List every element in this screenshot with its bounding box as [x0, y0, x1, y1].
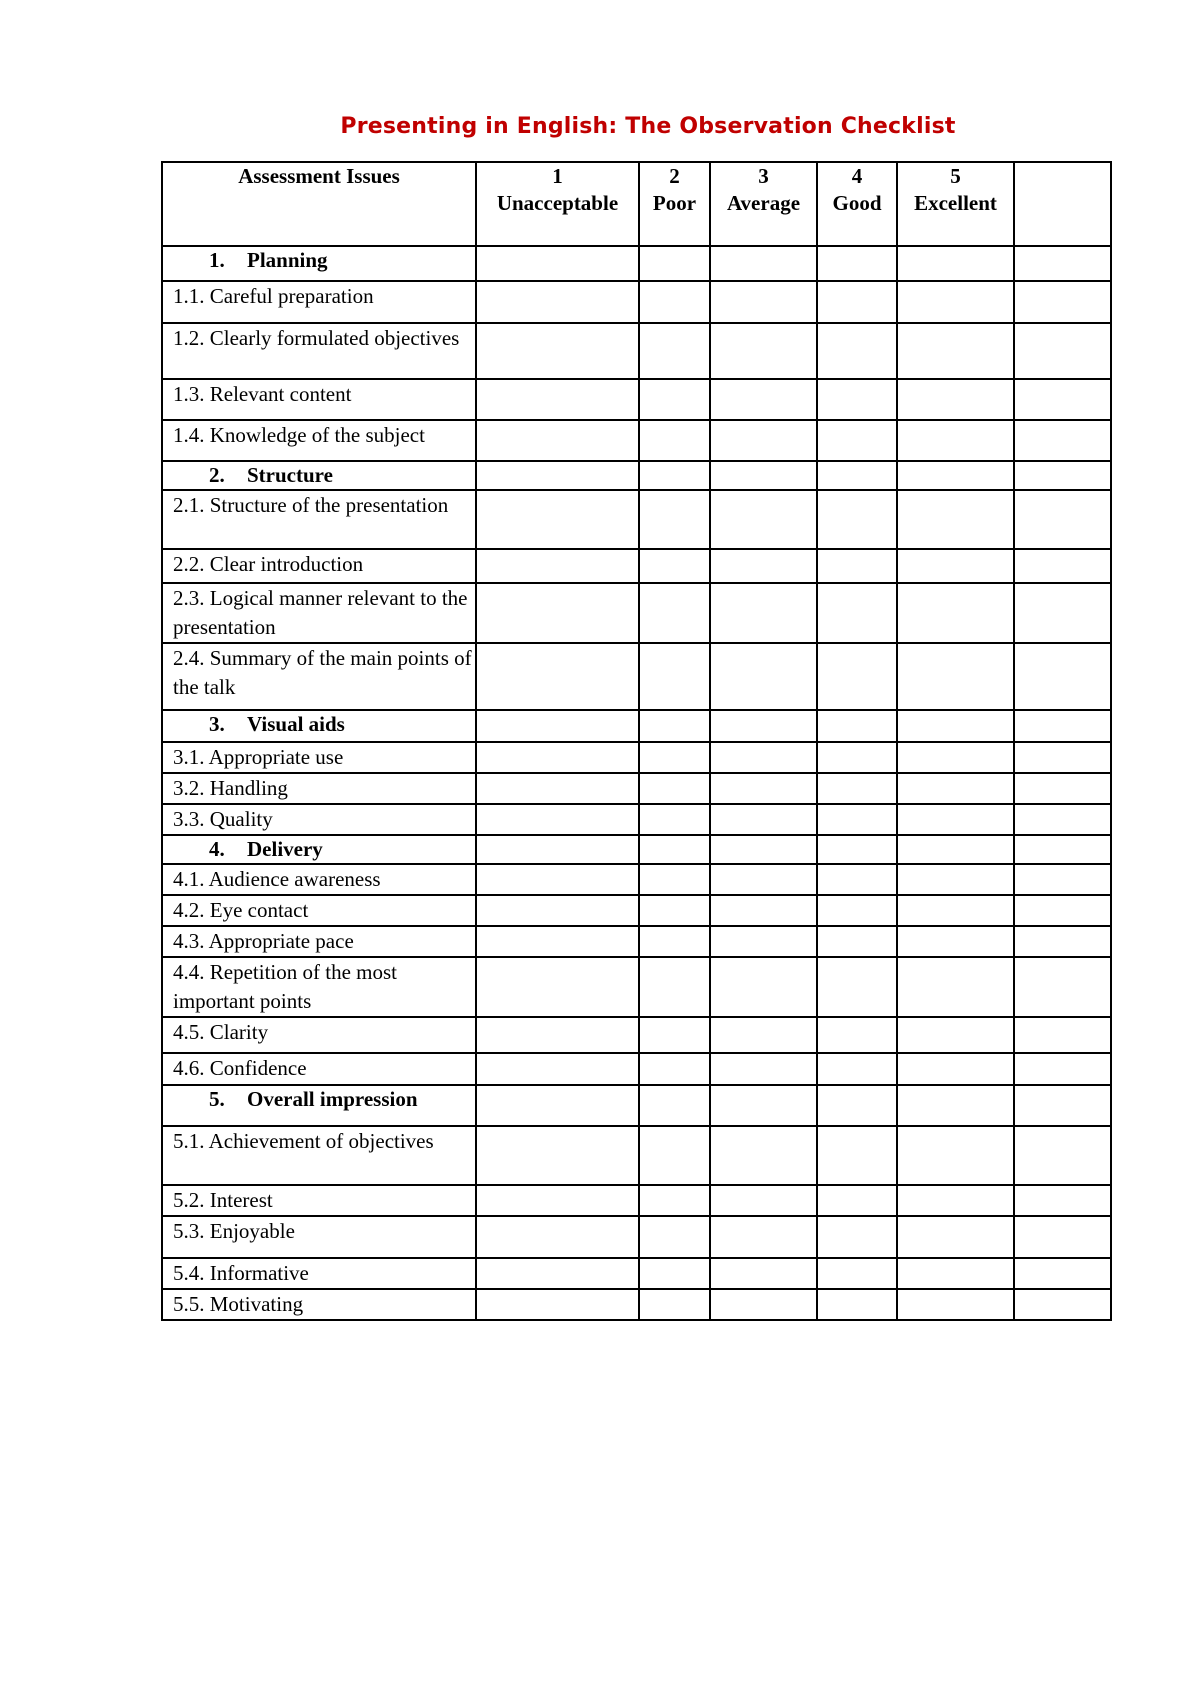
rating-cell-1: [476, 710, 639, 742]
section-heading: [162, 461, 476, 490]
table-row: [162, 1258, 1111, 1289]
header-assessment-issues: Assessment Issues: [162, 162, 476, 246]
rating-cell-2: [639, 490, 710, 549]
rating-cell-5: [897, 957, 1014, 1017]
rating-cell-2: [639, 773, 710, 804]
rating-cell-4: [817, 710, 897, 742]
table-row: [162, 549, 1111, 583]
section-row: [162, 710, 1111, 742]
rating-cell-2: [639, 742, 710, 773]
rating-cell-4: [817, 246, 897, 281]
extra-cell: [1014, 804, 1111, 835]
rating-cell-3: [710, 895, 817, 926]
rating-cell-5: [897, 710, 1014, 742]
section-title: Planning: [247, 248, 328, 272]
rating-cell-1: [476, 1085, 639, 1126]
rating-cell-1: [476, 420, 639, 461]
assessment-item: 5.3. Enjoyable: [162, 1216, 476, 1258]
rating-cell-1: [476, 773, 639, 804]
rating-cell-5: [897, 281, 1014, 323]
extra-cell: [1014, 549, 1111, 583]
rating-cell-4: [817, 549, 897, 583]
table-row: [162, 957, 1111, 1017]
rating-cell-1: [476, 1185, 639, 1216]
table-row: [162, 895, 1111, 926]
rating-number: 1: [552, 164, 563, 188]
extra-cell: [1014, 1126, 1111, 1185]
table-row: [162, 864, 1111, 895]
rating-cell-2: [639, 583, 710, 643]
rating-cell-3: [710, 1053, 817, 1085]
section-heading: [162, 710, 476, 742]
rating-cell-1: [476, 835, 639, 864]
rating-cell-4: [817, 379, 897, 420]
rating-cell-1: [476, 1258, 639, 1289]
extra-cell: [1014, 926, 1111, 957]
rating-cell-5: [897, 420, 1014, 461]
extra-cell: [1014, 1185, 1111, 1216]
table-row: [162, 742, 1111, 773]
assessment-item: 1.3. Relevant content: [162, 379, 476, 420]
table-row: [162, 1017, 1111, 1053]
rating-cell-3: [710, 323, 817, 379]
rating-cell-3: [710, 1258, 817, 1289]
assessment-item: 2.4. Summary of the main points of the talk: [162, 643, 476, 710]
rating-cell-5: [897, 549, 1014, 583]
table-row: [162, 926, 1111, 957]
rating-cell-3: [710, 1126, 817, 1185]
rating-cell-2: [639, 1017, 710, 1053]
header-rating-2: [639, 162, 710, 246]
header-rating-5: [897, 162, 1014, 246]
rating-cell-5: [897, 895, 1014, 926]
rating-cell-4: [817, 864, 897, 895]
rating-cell-3: [710, 742, 817, 773]
rating-cell-3: [710, 804, 817, 835]
rating-cell-4: [817, 895, 897, 926]
rating-cell-3: [710, 549, 817, 583]
rating-number: 4: [851, 164, 863, 188]
rating-cell-1: [476, 643, 639, 710]
rating-cell-5: [897, 773, 1014, 804]
rating-cell-1: [476, 1126, 639, 1185]
extra-cell: [1014, 420, 1111, 461]
rating-cell-4: [817, 490, 897, 549]
rating-cell-2: [639, 549, 710, 583]
rating-cell-3: [710, 583, 817, 643]
rating-cell-4: [817, 1126, 897, 1185]
table-row: [162, 1216, 1111, 1258]
assessment-item: 4.5. Clarity: [162, 1017, 476, 1053]
assessment-item: 4.6. Confidence: [162, 1053, 476, 1085]
assessment-item: 5.4. Informative: [162, 1258, 476, 1289]
rating-cell-4: [817, 957, 897, 1017]
rating-cell-3: [710, 490, 817, 549]
assessment-item: 3.3. Quality: [162, 804, 476, 835]
rating-cell-2: [639, 379, 710, 420]
extra-cell: [1014, 742, 1111, 773]
section-title: Visual aids: [247, 712, 345, 736]
table-row: [162, 323, 1111, 379]
extra-cell: [1014, 957, 1111, 1017]
section-number: 5.: [209, 1087, 225, 1111]
rating-cell-1: [476, 323, 639, 379]
assessment-item: 4.2. Eye contact: [162, 895, 476, 926]
extra-cell: [1014, 583, 1111, 643]
table-row: [162, 379, 1111, 420]
rating-label: Average: [726, 191, 801, 215]
header-rating-4: [817, 162, 897, 246]
rating-cell-3: [710, 710, 817, 742]
table-row: [162, 1126, 1111, 1185]
rating-cell-4: [817, 773, 897, 804]
header-row: [162, 162, 1111, 246]
table-row: [162, 773, 1111, 804]
rating-cell-3: [710, 1085, 817, 1126]
section-title: Overall impression: [247, 1087, 418, 1111]
table-row: [162, 281, 1111, 323]
extra-cell: [1014, 643, 1111, 710]
section-number: 1.: [209, 248, 225, 272]
rating-cell-5: [897, 804, 1014, 835]
extra-cell: [1014, 379, 1111, 420]
rating-cell-4: [817, 323, 897, 379]
rating-cell-3: [710, 420, 817, 461]
rating-cell-2: [639, 420, 710, 461]
rating-cell-5: [897, 1216, 1014, 1258]
extra-cell: [1014, 1053, 1111, 1085]
rating-number: 5: [950, 164, 961, 188]
extra-cell: [1014, 461, 1111, 490]
rating-cell-4: [817, 742, 897, 773]
table-row: [162, 1053, 1111, 1085]
assessment-item: 5.5. Motivating: [162, 1289, 476, 1320]
rating-cell-5: [897, 1017, 1014, 1053]
rating-cell-4: [817, 1085, 897, 1126]
rating-cell-5: [897, 379, 1014, 420]
section-row: [162, 246, 1111, 281]
extra-cell: [1014, 835, 1111, 864]
rating-cell-2: [639, 323, 710, 379]
rating-cell-5: [897, 926, 1014, 957]
rating-cell-1: [476, 379, 639, 420]
rating-cell-3: [710, 461, 817, 490]
assessment-item: 5.2. Interest: [162, 1185, 476, 1216]
rating-cell-5: [897, 1185, 1014, 1216]
rating-cell-4: [817, 835, 897, 864]
rating-cell-1: [476, 583, 639, 643]
table-row: [162, 1185, 1111, 1216]
rating-cell-2: [639, 1085, 710, 1126]
rating-number: 2: [669, 164, 680, 188]
rating-cell-1: [476, 1053, 639, 1085]
rating-cell-2: [639, 895, 710, 926]
rating-number: 3: [758, 164, 769, 188]
rating-cell-2: [639, 1126, 710, 1185]
rating-cell-5: [897, 1289, 1014, 1320]
rating-cell-4: [817, 1289, 897, 1320]
header-rating-3: [710, 162, 817, 246]
extra-cell: [1014, 490, 1111, 549]
rating-cell-5: [897, 643, 1014, 710]
rating-cell-2: [639, 643, 710, 710]
extra-cell: [1014, 1017, 1111, 1053]
section-heading: [162, 246, 476, 281]
rating-cell-2: [639, 246, 710, 281]
section-row: [162, 835, 1111, 864]
section-number: 2.: [209, 463, 225, 487]
assessment-item: 2.3. Logical manner relevant to the presentation: [162, 583, 476, 643]
rating-cell-2: [639, 461, 710, 490]
rating-cell-4: [817, 1017, 897, 1053]
rating-cell-1: [476, 895, 639, 926]
rating-cell-4: [817, 281, 897, 323]
rating-cell-4: [817, 1185, 897, 1216]
table-row: [162, 643, 1111, 710]
extra-cell: [1014, 773, 1111, 804]
rating-cell-1: [476, 246, 639, 281]
rating-cell-2: [639, 835, 710, 864]
rating-cell-5: [897, 461, 1014, 490]
section-row: [162, 1085, 1111, 1126]
rating-cell-1: [476, 1017, 639, 1053]
rating-cell-3: [710, 926, 817, 957]
assessment-item: 2.2. Clear introduction: [162, 549, 476, 583]
rating-cell-5: [897, 742, 1014, 773]
assessment-item: 1.2. Clearly formulated objectives: [162, 323, 476, 379]
header-extra-column: [1014, 162, 1111, 246]
extra-cell: [1014, 1289, 1111, 1320]
rating-cell-2: [639, 710, 710, 742]
rating-cell-5: [897, 1085, 1014, 1126]
rating-cell-3: [710, 773, 817, 804]
rating-label: Excellent: [914, 191, 997, 215]
rating-cell-1: [476, 864, 639, 895]
rating-cell-1: [476, 490, 639, 549]
rating-cell-1: [476, 461, 639, 490]
rating-cell-3: [710, 864, 817, 895]
rating-cell-4: [817, 804, 897, 835]
section-title: Delivery: [247, 837, 323, 861]
observation-checklist-table: [161, 161, 1112, 1321]
rating-cell-3: [710, 1216, 817, 1258]
section-row: [162, 461, 1111, 490]
rating-cell-2: [639, 1185, 710, 1216]
rating-cell-5: [897, 323, 1014, 379]
rating-cell-4: [817, 583, 897, 643]
rating-cell-4: [817, 926, 897, 957]
section-heading: [162, 1085, 476, 1126]
rating-cell-4: [817, 1258, 897, 1289]
rating-cell-1: [476, 549, 639, 583]
assessment-item: 2.1. Structure of the presentation: [162, 490, 476, 549]
header-rating-1: [476, 162, 639, 246]
rating-cell-2: [639, 1289, 710, 1320]
rating-cell-5: [897, 1126, 1014, 1185]
rating-cell-1: [476, 1216, 639, 1258]
rating-cell-5: [897, 583, 1014, 643]
assessment-item: 3.1. Appropriate use: [162, 742, 476, 773]
rating-cell-4: [817, 1053, 897, 1085]
rating-cell-2: [639, 1258, 710, 1289]
extra-cell: [1014, 710, 1111, 742]
section-title: Structure: [247, 463, 333, 487]
section-number: 3.: [209, 712, 225, 736]
rating-cell-1: [476, 957, 639, 1017]
table-row: [162, 420, 1111, 461]
assessment-item: 1.4. Knowledge of the subject: [162, 420, 476, 461]
rating-cell-2: [639, 281, 710, 323]
rating-cell-2: [639, 1216, 710, 1258]
assessment-item: 5.1. Achievement of objectives: [162, 1126, 476, 1185]
rating-cell-3: [710, 1017, 817, 1053]
rating-cell-2: [639, 864, 710, 895]
rating-cell-3: [710, 379, 817, 420]
extra-cell: [1014, 323, 1111, 379]
rating-cell-4: [817, 420, 897, 461]
rating-cell-3: [710, 246, 817, 281]
rating-cell-3: [710, 1185, 817, 1216]
rating-cell-1: [476, 926, 639, 957]
rating-cell-2: [639, 926, 710, 957]
rating-cell-5: [897, 1258, 1014, 1289]
extra-cell: [1014, 895, 1111, 926]
rating-cell-2: [639, 804, 710, 835]
table-row: [162, 1289, 1111, 1320]
assessment-item: 3.2. Handling: [162, 773, 476, 804]
extra-cell: [1014, 864, 1111, 895]
assessment-item: 1.1. Careful preparation: [162, 281, 476, 323]
rating-cell-5: [897, 246, 1014, 281]
rating-cell-4: [817, 461, 897, 490]
rating-cell-5: [897, 864, 1014, 895]
extra-cell: [1014, 246, 1111, 281]
table-row: [162, 804, 1111, 835]
section-heading: [162, 835, 476, 864]
section-number: 4.: [209, 837, 225, 861]
extra-cell: [1014, 1216, 1111, 1258]
checklist-body: [162, 246, 1111, 1320]
assessment-item: 4.4. Repetition of the most important points: [162, 957, 476, 1017]
rating-cell-5: [897, 490, 1014, 549]
extra-cell: [1014, 1258, 1111, 1289]
rating-cell-3: [710, 957, 817, 1017]
rating-cell-3: [710, 643, 817, 710]
rating-cell-1: [476, 1289, 639, 1320]
extra-cell: [1014, 1085, 1111, 1126]
assessment-item: 4.1. Audience awareness: [162, 864, 476, 895]
rating-cell-1: [476, 281, 639, 323]
rating-label: Poor: [652, 191, 697, 215]
rating-cell-3: [710, 835, 817, 864]
rating-cell-4: [817, 643, 897, 710]
rating-cell-1: [476, 804, 639, 835]
rating-label: Good: [832, 191, 882, 215]
rating-cell-3: [710, 281, 817, 323]
rating-cell-1: [476, 742, 639, 773]
rating-cell-3: [710, 1289, 817, 1320]
rating-cell-2: [639, 957, 710, 1017]
rating-label: Unacceptable: [496, 191, 619, 215]
rating-cell-5: [897, 1053, 1014, 1085]
table-row: [162, 583, 1111, 643]
assessment-item: 4.3. Appropriate pace: [162, 926, 476, 957]
rating-cell-5: [897, 835, 1014, 864]
table-row: [162, 490, 1111, 549]
extra-cell: [1014, 281, 1111, 323]
rating-cell-2: [639, 1053, 710, 1085]
rating-cell-4: [817, 1216, 897, 1258]
page-title: Presenting in English: The Observation Checklist: [340, 114, 956, 139]
